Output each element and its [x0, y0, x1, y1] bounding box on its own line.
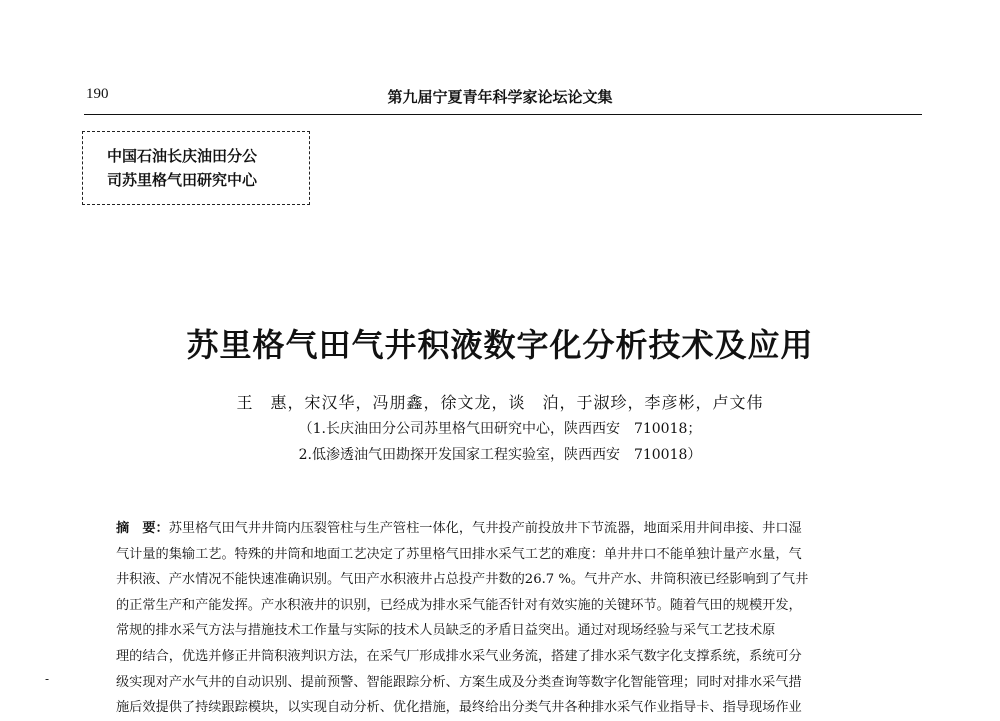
affiliation-line: 2.低渗透油气田勘探开发国家工程实验室，陕西西安 710018）	[298, 447, 702, 463]
abstract-line: 气计量的集输工艺。特殊的井筒和地面工艺决定了苏里格气田排水采气工艺的难度：单井井口不能单独计量产水量，气	[116, 546, 802, 562]
author-list: 王 惠，宋汉华，冯朋鑫，徐文龙，谈 泊，于淑珍，李彦彬，卢文伟	[236, 393, 764, 412]
abstract-line	[116, 516, 886, 542]
abstract-line: 理的结合，优选并修正井筒积液判识方法，在采气厂形成排水采气业务流，搭建了排水采气数字化支撑系统，系统可分	[116, 648, 802, 664]
abstract-line: 常规的排水采气方法与措施技术工作量与实际的技术人员缺乏的矛盾日益突出。通过对现场经验与采气工艺技术原	[116, 623, 776, 639]
abstract-label: 摘 要：	[116, 521, 169, 536]
running-title: 第九届宁夏青年科学家论坛论文集	[387, 88, 613, 106]
abstract-text: 苏里格气田气井井筒内压裂管柱与生产管柱一体化，气井投产前投放井下节流器，地面采用井间串接、井口湿	[168, 521, 802, 536]
abstract-line: 井积液、产水情况不能快速准确识别。气田产水积液井占总投产井数的26.7 %。气井产水、井筒积液已经影响到了气井	[116, 572, 809, 588]
page-number: 190	[86, 86, 109, 102]
affiliation-box-line: 司苏里格气田研究中心	[107, 171, 258, 189]
header-rule	[84, 114, 922, 115]
abstract-line: 级实现对产水气井的自动识别、提前预警、智能跟踪分析、方案生成及分类查询等数字化智能管理；同时对排水采气措	[116, 674, 802, 690]
margin-mark: -	[45, 672, 50, 686]
abstract-line: 的正常生产和产能发挥。产水积液井的识别，已经成为排水采气能否针对有效实施的关键环节。随着气田的规模开发，	[116, 597, 802, 613]
abstract-line: 施后效提供了持续跟踪模块，以实现自动分析、优化措施，最终给出分类气井各种排水采气作业指导卡、指导现场作业	[116, 700, 802, 716]
affiliation-line: （1.长庆油田分公司苏里格气田研究中心，陕西西安 710018；	[298, 421, 702, 437]
affiliation-box	[82, 131, 310, 205]
affiliation-box-line: 中国石油长庆油田分公	[107, 147, 258, 165]
paper-title: 苏里格气田气井积液数字化分析技术及应用	[186, 326, 814, 364]
abstract	[116, 516, 886, 721]
